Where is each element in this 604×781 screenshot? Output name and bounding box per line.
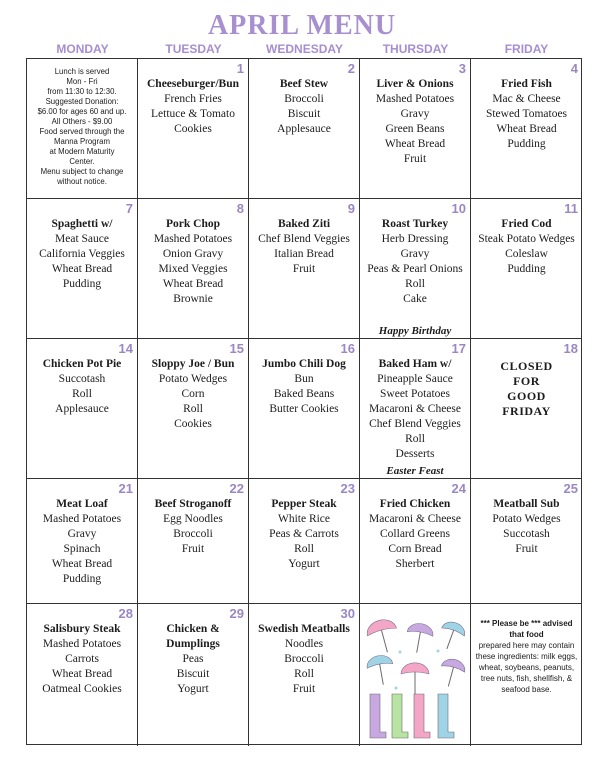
- calendar-day-cell: [249, 479, 360, 604]
- side-item: Biscuit: [287, 108, 321, 120]
- day-menu: [251, 497, 357, 572]
- side-item: Italian Bread: [274, 248, 334, 260]
- side-item: Carrots: [65, 653, 99, 665]
- date-number: 7: [125, 201, 133, 216]
- side-item: Cookies: [174, 123, 212, 135]
- date-number: 25: [563, 481, 578, 496]
- main-dish: Pork Chop: [166, 218, 220, 230]
- main-dish: Jumbo Chili Dog: [262, 358, 346, 370]
- side-item: Mac & Cheese: [492, 93, 561, 105]
- main-dish: Roast Turkey: [381, 218, 449, 230]
- side-item: Pudding: [62, 278, 102, 290]
- umbrella-icon: [407, 622, 434, 637]
- service-info: [30, 67, 134, 187]
- side-item: Roll: [405, 433, 425, 445]
- side-item: Roll: [294, 543, 314, 555]
- side-item: Sweet Potatoes: [380, 388, 450, 400]
- service-info-line: Manna Program: [54, 137, 110, 146]
- side-item: Pudding: [507, 138, 546, 150]
- side-item: Pudding: [507, 263, 546, 275]
- calendar-day-cell: [471, 59, 582, 199]
- main-dish: Chicken Pot Pie: [42, 358, 122, 370]
- side-item: Gravy: [67, 528, 97, 540]
- calendar-day-cell: [249, 604, 360, 746]
- side-item: Corn: [181, 388, 205, 400]
- side-item: Chef Blend Veggies: [258, 233, 350, 245]
- side-item: Butter Cookies: [269, 403, 339, 415]
- side-item: Pudding: [62, 573, 102, 585]
- umbrella-handle-icon: [447, 630, 454, 649]
- allergy-notice-cell: [471, 604, 582, 746]
- date-number: 10: [451, 201, 466, 216]
- side-item: Coleslaw: [505, 248, 548, 260]
- side-item: Peas & Pearl Onions: [367, 263, 463, 275]
- side-item: Brownie: [173, 293, 213, 305]
- day-menu: [362, 217, 468, 307]
- date-number: 29: [229, 606, 244, 621]
- date-number: 4: [570, 61, 578, 76]
- main-dish: Fried Fish: [501, 78, 552, 90]
- side-item: Broccoli: [284, 653, 324, 665]
- umbrella-icon: [365, 654, 392, 669]
- side-item: Macaroni & Cheese: [369, 513, 461, 525]
- side-item: Broccoli: [284, 93, 324, 105]
- side-item: Fruit: [515, 543, 538, 555]
- side-item: Meat Sauce: [55, 233, 109, 245]
- allergy-notice: [474, 618, 579, 695]
- calendar-day-cell: [360, 479, 471, 604]
- calendar-day-cell: [27, 479, 138, 604]
- calendar-day-cell: [27, 604, 138, 746]
- day-menu: [473, 497, 580, 557]
- side-item: Wheat Bread: [51, 558, 113, 570]
- date-number: 11: [564, 201, 578, 216]
- side-item: French Fries: [164, 93, 222, 105]
- date-number: 21: [118, 481, 133, 496]
- umbrella-icon: [364, 617, 396, 636]
- side-item: White Rice: [277, 513, 331, 525]
- service-info-line: All Others - $9.00: [51, 117, 113, 126]
- side-item: Desserts: [395, 448, 435, 460]
- service-info-line: Menu subject to change: [40, 167, 124, 176]
- day-menu: [140, 77, 246, 137]
- date-number: 24: [451, 481, 466, 496]
- calendar-day-cell: [471, 199, 582, 339]
- umbrella-icon: [442, 619, 468, 636]
- weekday-header: WEDNESDAY: [266, 42, 343, 56]
- main-dish: Beef Stew: [279, 78, 329, 90]
- weekday-header: MONDAY: [56, 42, 109, 56]
- date-number: 22: [229, 481, 244, 496]
- side-item: Roll: [183, 403, 203, 415]
- umbrella-boots-illustration-cell: [360, 604, 471, 746]
- date-number: 14: [118, 341, 133, 356]
- closed-notice-line: CLOSED: [500, 359, 553, 373]
- weekday-header-row: [27, 42, 582, 56]
- main-dish: Sloppy Joe / Bun: [151, 358, 235, 370]
- day-menu: [362, 77, 468, 167]
- side-item: Mashed Potatoes: [42, 513, 122, 525]
- date-number: 17: [451, 341, 466, 356]
- side-item: Stewed Tomatoes: [485, 108, 568, 120]
- date-number: 30: [340, 606, 355, 621]
- raindrop-icon: [399, 651, 402, 654]
- weekday-header: THURSDAY: [382, 42, 449, 56]
- service-info-line: Food served through the: [39, 127, 125, 136]
- special-event-note: Easter Feast: [386, 465, 444, 477]
- side-item: Mashed Potatoes: [153, 233, 233, 245]
- weekday-header: TUESDAY: [165, 42, 222, 56]
- allergy-heading: *** Please be *** advised that food: [480, 619, 573, 639]
- side-item: Collard Greens: [380, 528, 450, 540]
- calendar-day-cell: [138, 479, 249, 604]
- day-menu: [251, 622, 357, 697]
- side-item: Noodles: [284, 638, 324, 650]
- day-menu: [140, 622, 246, 697]
- day-menu: [29, 497, 135, 587]
- umbrella-icon: [441, 657, 467, 672]
- main-dish: Pepper Steak: [271, 498, 337, 510]
- calendar-day-cell: [249, 339, 360, 479]
- side-item: Roll: [72, 388, 92, 400]
- side-item: Gravy: [400, 248, 430, 260]
- umbrella-handle-icon: [417, 632, 421, 653]
- calendar-day-cell: [360, 59, 471, 199]
- calendar-day-cell: [471, 339, 582, 479]
- day-menu: [473, 77, 580, 152]
- main-dish: Cheeseburger/Bun: [147, 78, 239, 90]
- side-item: Potato Wedges: [492, 513, 561, 525]
- closed-notice-line: FRIDAY: [502, 404, 551, 418]
- calendar-day-cell: [471, 479, 582, 604]
- side-item: Applesauce: [55, 403, 109, 415]
- service-info-line: $6.00 for ages 60 and up.: [37, 107, 127, 116]
- day-menu: [251, 217, 357, 277]
- side-item: Fruit: [292, 683, 316, 695]
- main-dish: Meatball Sub: [493, 498, 560, 510]
- day-menu: [29, 357, 135, 417]
- main-dish: Fried Chicken: [379, 498, 451, 510]
- raindrop-icon: [395, 687, 398, 690]
- umbrella-handle-icon: [448, 667, 453, 686]
- date-number: 18: [563, 341, 578, 356]
- service-info-line: without notice.: [57, 177, 107, 186]
- service-info-line: Suggested Donation:: [45, 97, 119, 106]
- raindrop-icon: [437, 650, 440, 653]
- side-item: Fruit: [181, 543, 205, 555]
- calendar-day-cell: [27, 339, 138, 479]
- day-menu: [140, 217, 246, 307]
- day-menu: [29, 217, 135, 292]
- date-number: 3: [458, 61, 466, 76]
- side-item: Onion Gravy: [162, 248, 224, 260]
- day-menu: [140, 497, 246, 557]
- day-menu: [362, 357, 468, 462]
- side-item: Mashed Potatoes: [42, 638, 122, 650]
- side-item: Chef Blend Veggies: [369, 418, 461, 430]
- day-menu: [29, 622, 135, 697]
- side-item: Wheat Bread: [51, 668, 113, 680]
- date-number: 15: [229, 341, 244, 356]
- rain-boot-icon: [438, 694, 454, 738]
- side-item: Baked Beans: [273, 388, 335, 400]
- side-item: Fruit: [403, 153, 427, 165]
- day-menu: [251, 357, 357, 417]
- service-info-line: from 11:30 to 12:30.: [47, 87, 117, 96]
- side-item: Roll: [294, 668, 314, 680]
- main-dish: Baked Ziti: [277, 218, 331, 230]
- day-menu: [140, 357, 246, 432]
- side-item: Succotash: [58, 373, 106, 385]
- side-item: Wheat Bread: [384, 138, 446, 150]
- rain-boot-icon: [392, 694, 408, 738]
- side-item: Herb Dressing: [381, 233, 449, 245]
- service-info-line: at Modern Maturity: [49, 147, 115, 156]
- side-item: Pineapple Sauce: [377, 373, 453, 385]
- main-dish: Baked Ham w/: [378, 358, 452, 370]
- date-number: 28: [118, 606, 133, 621]
- calendar-day-cell: [249, 199, 360, 339]
- side-item: Steak Potato Wedges: [478, 233, 575, 245]
- date-number: 2: [347, 61, 355, 76]
- calendar-day-cell: [360, 339, 471, 479]
- side-item: Wheat Bread: [51, 263, 113, 275]
- side-item: Bun: [294, 373, 314, 385]
- date-number: 1: [236, 61, 244, 76]
- side-item: Cake: [403, 293, 427, 305]
- date-number: 23: [340, 481, 355, 496]
- calendar-day-cell: [360, 199, 471, 339]
- special-event-note: Happy Birthday: [378, 325, 452, 337]
- calendar-day-cell: [138, 339, 249, 479]
- service-info-line: Center.: [69, 157, 95, 166]
- main-dish: Spaghetti w/: [51, 218, 113, 230]
- menu-calendar-grid: [26, 58, 582, 745]
- side-item: Potato Wedges: [158, 373, 228, 385]
- umbrella-handle-icon: [380, 664, 384, 685]
- side-item: Gravy: [400, 108, 430, 120]
- side-item: Wheat Bread: [496, 123, 557, 135]
- side-item: Spinach: [63, 543, 101, 555]
- service-info-line: Lunch is served: [54, 67, 110, 76]
- service-info-cell: [27, 59, 138, 199]
- page-title: APRIL MENU: [207, 10, 397, 41]
- date-number: 9: [347, 201, 355, 216]
- day-menu: [362, 497, 468, 572]
- side-item: Roll: [405, 278, 425, 290]
- side-item: Applesauce: [277, 123, 331, 135]
- side-item: Yogurt: [177, 683, 209, 695]
- side-item: California Veggies: [39, 248, 125, 260]
- side-item: Mixed Veggies: [158, 263, 228, 275]
- umbrella-handle-icon: [381, 630, 387, 652]
- rain-boot-icon: [370, 694, 386, 738]
- date-number: 16: [340, 341, 355, 356]
- side-item: Sherbert: [395, 558, 435, 570]
- side-item: Yogurt: [288, 558, 320, 570]
- side-item: Green Beans: [385, 123, 445, 135]
- side-item: Fruit: [292, 263, 316, 275]
- main-dish: Chicken & Dumplings: [166, 623, 220, 650]
- side-item: Peas & Carrots: [269, 528, 339, 540]
- calendar-day-cell: [27, 199, 138, 339]
- calendar-day-cell: [138, 199, 249, 339]
- side-item: Cookies: [174, 418, 212, 430]
- side-item: Wheat Bread: [162, 278, 224, 290]
- side-item: Macaroni & Cheese: [369, 403, 461, 415]
- calendar-day-cell: [249, 59, 360, 199]
- main-dish: Meat Loaf: [56, 498, 108, 510]
- date-number: 8: [236, 201, 244, 216]
- umbrella-boots-illustration: [360, 604, 471, 746]
- calendar-day-cell: [138, 604, 249, 746]
- main-dish: Liver & Onions: [376, 78, 454, 90]
- side-item: Corn Bread: [388, 543, 442, 555]
- side-item: Succotash: [503, 528, 550, 540]
- closed-notice-line: FOR: [513, 374, 540, 388]
- service-info-line: Mon - Fri: [66, 77, 98, 86]
- closed-notice: [471, 359, 582, 419]
- side-item: Broccoli: [173, 528, 213, 540]
- side-item: Egg Noodles: [163, 513, 223, 525]
- rain-boot-icon: [414, 694, 430, 738]
- day-menu: [473, 217, 580, 277]
- calendar-day-cell: [138, 59, 249, 199]
- weekday-header: FRIDAY: [504, 42, 549, 56]
- side-item: Biscuit: [176, 668, 210, 680]
- allergy-body: prepared here may contain these ingredients: milk eggs, wheat, soybeans, peanuts, tree nuts, fish, shellfish, & seafood base.: [475, 641, 578, 694]
- side-item: Mashed Potatoes: [375, 93, 455, 105]
- main-dish: Fried Cod: [501, 218, 552, 230]
- main-dish: Salisbury Steak: [43, 623, 121, 635]
- side-item: Oatmeal Cookies: [42, 683, 122, 695]
- main-dish: Swedish Meatballs: [258, 623, 350, 635]
- side-item: Peas: [182, 653, 204, 665]
- closed-notice-line: GOOD: [507, 389, 546, 403]
- main-dish: Beef Stroganoff: [154, 498, 232, 510]
- day-menu: [251, 77, 357, 137]
- side-item: Lettuce & Tomato: [151, 108, 235, 120]
